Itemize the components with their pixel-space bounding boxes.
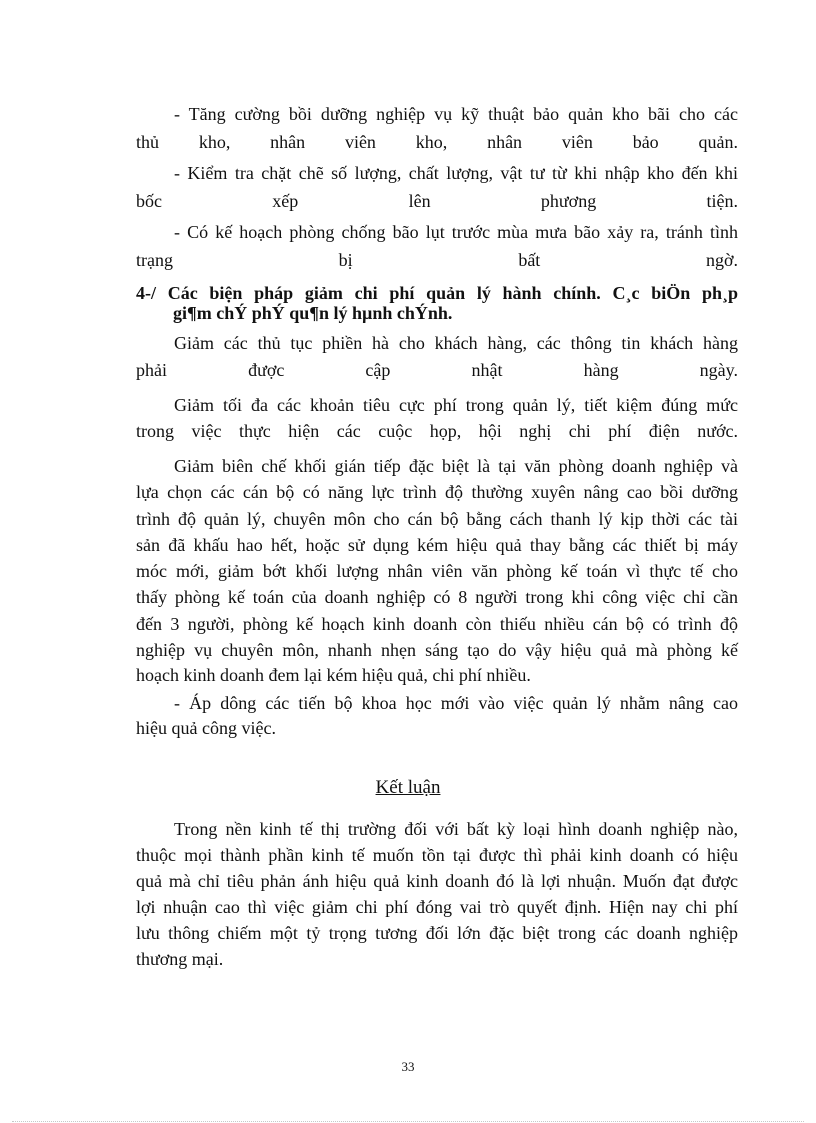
text-line: lưu thông chiếm một tỷ trọng tương đối lớn đặc biệt trong các doanh nghiệp bbox=[136, 923, 738, 943]
text-line: nghiệp vụ chuyên môn, nhanh nhẹn sáng tạo do vậy hiệu quả mà phòng kế bbox=[136, 640, 738, 660]
text-line: trạng bị bất ngờ. bbox=[136, 250, 738, 270]
text-line: thấy phòng kế toán của doanh nghiệp có 8 người trong khi công việc chỉ cần bbox=[136, 587, 738, 607]
text-line: hiệu quả công việc. bbox=[136, 718, 276, 738]
text-line: móc mới, giảm bớt khối lượng nhân viên văn phòng kế toán vì thực tế cho bbox=[136, 561, 738, 581]
text-line: trong việc thực hiện các cuộc họp, hội nghị chi phí điện nước. bbox=[136, 421, 738, 441]
text-line: - Áp dông các tiến bộ khoa học mới vào việc quản lý nhằm nâng cao bbox=[174, 693, 738, 713]
page-bottom-divider bbox=[12, 1121, 804, 1122]
text-line: hoạch kinh doanh đem lại kém hiệu quả, chi phí nhiều. bbox=[136, 665, 531, 685]
text-line: - Có kế hoạch phòng chống bão lụt trước mùa mưa bão xảy ra, tránh tình bbox=[174, 222, 738, 242]
text-line: Giảm các thủ tục phiền hà cho khách hàng, các thông tin khách hàng bbox=[174, 333, 738, 353]
text-line: sản đã khấu hao hết, hoặc sử dụng kém hiệu quả thay bằng các thiết bị máy bbox=[136, 535, 738, 555]
section-title: Kết luận bbox=[375, 777, 441, 798]
text-line: thuộc mọi thành phần kinh tế muốn tồn tại được thì phải kinh doanh có hiệu bbox=[136, 845, 738, 865]
text-line: lựa chọn các cán bộ có năng lực trình độ thường xuyên nâng cao bồi dưỡng bbox=[136, 482, 738, 502]
text-line: quả mà chỉ tiêu phản ánh hiệu quả kinh doanh đó là lợi nhuận. Muốn đạt được bbox=[136, 871, 738, 891]
section-heading: 4-/ Các biện pháp giảm chi phí quản lý hành chính. C¸c biÖn ph¸p bbox=[136, 283, 738, 303]
text-line: - Kiểm tra chặt chẽ số lượng, chất lượng, vật tư từ khi nhập kho đến khi bbox=[174, 163, 738, 183]
text-line: lợi nhuận cao thì việc giảm chi phí đóng vai trò quyết định. Hiện nay chi phí bbox=[136, 897, 738, 917]
page-number: 33 bbox=[401, 1059, 415, 1074]
text-line: Trong nền kinh tế thị trường đối với bất kỳ loại hình doanh nghiệp nào, bbox=[174, 819, 738, 839]
section-heading-continued: gi¶m chÝ phÝ qu¶n lý hµnh chÝnh. bbox=[173, 303, 453, 323]
text-line: thủ kho, nhân viên kho, nhân viên bảo quản. bbox=[136, 132, 738, 152]
text-line: thương mại. bbox=[136, 949, 224, 969]
text-line: - Tăng cường bồi dưỡng nghiệp vụ kỹ thuật bảo quản kho bãi cho các bbox=[174, 104, 738, 124]
text-line: Giảm tối đa các khoản tiêu cực phí trong quản lý, tiết kiệm đúng mức bbox=[174, 395, 738, 415]
text-line: bốc xếp lên phương tiện. bbox=[136, 191, 738, 211]
text-line: đến 3 người, phòng kế hoạch kinh doanh còn thiếu nhiều cán bộ có trình độ bbox=[136, 614, 738, 634]
text-line: phải được cập nhật hàng ngày. bbox=[136, 360, 738, 380]
text-line: trình độ quản lý, chuyên môn cho cán bộ bằng cách thanh lý kịp thời các tài bbox=[136, 509, 738, 529]
text-line: Giảm biên chế khối gián tiếp đặc biệt là tại văn phòng doanh nghiệp và bbox=[174, 456, 738, 476]
